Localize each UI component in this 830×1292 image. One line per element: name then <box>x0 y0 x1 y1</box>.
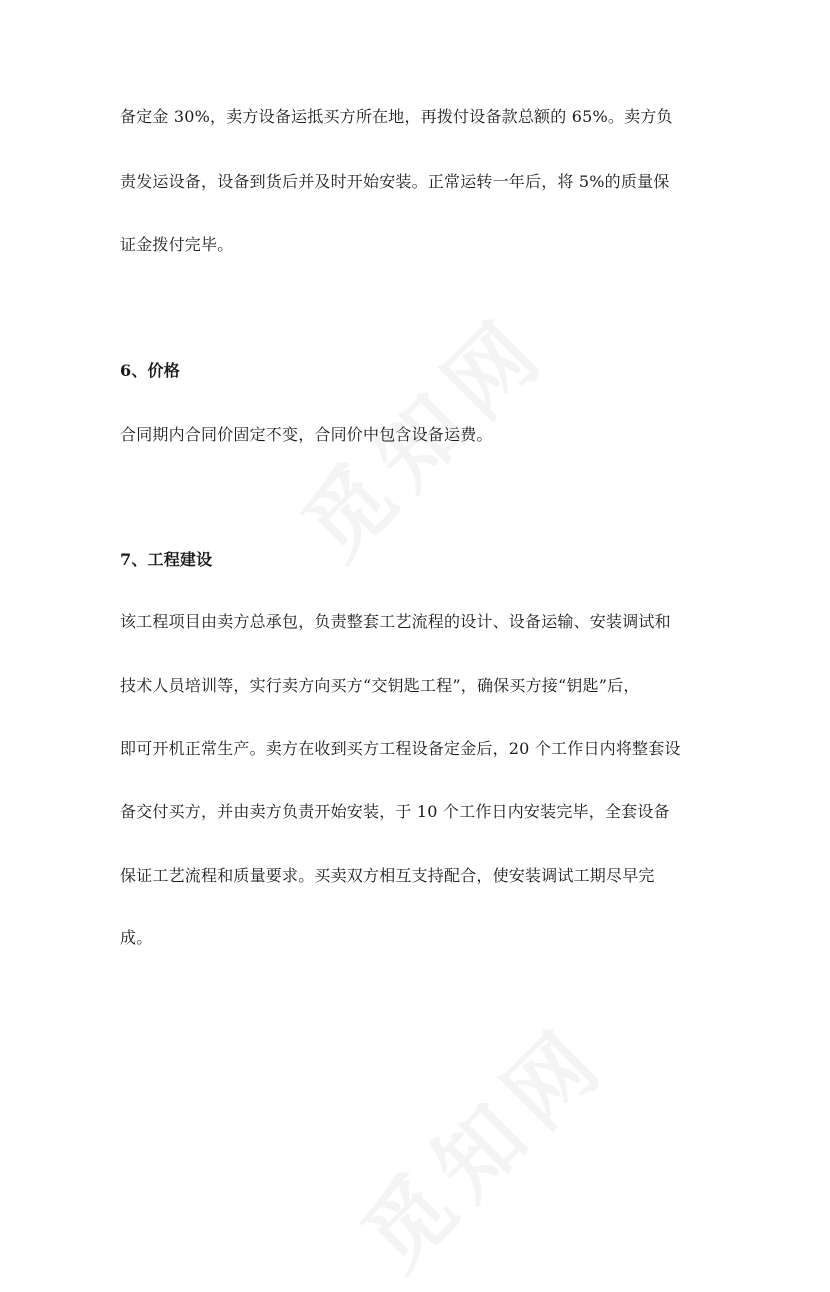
paragraph-line: 备交付买方，并由卖方负责开始安装，于 10 个工作日内安装完毕，全套设备 <box>120 802 670 821</box>
section-heading-construction: 7、工程建设 <box>120 550 213 569</box>
watermark <box>330 992 630 1292</box>
paragraph-line: 技术人员培训等，实行卖方向买方“交钥匙工程”，确保买方接“钥匙”后， <box>120 676 640 695</box>
paragraph-line: 成。 <box>120 928 153 947</box>
paragraph-line: 备定金 30%，卖方设备运抵买方所在地，再拨付设备款总额的 65%。卖方负 <box>120 107 673 126</box>
paragraph-line: 证金拨付完毕。 <box>120 235 234 254</box>
paragraph-line: 即可开机正常生产。卖方在收到买方工程设备定金后，20 个工作日内将整套设 <box>120 739 681 758</box>
section-heading-price: 6、价格 <box>120 361 180 380</box>
paragraph-line: 保证工艺流程和质量要求。买卖双方相互支持配合，使安装调试工期尽早完 <box>120 866 655 885</box>
paragraph-line: 该工程项目由卖方总承包，负责整套工艺流程的设计、设备运输、安装调试和 <box>120 612 671 631</box>
paragraph-line: 合同期内合同价固定不变，合同价中包含设备运费。 <box>120 425 493 444</box>
paragraph-line: 责发运设备，设备到货后并及时开始安装。正常运转一年后，将 5%的质量保 <box>120 172 670 191</box>
